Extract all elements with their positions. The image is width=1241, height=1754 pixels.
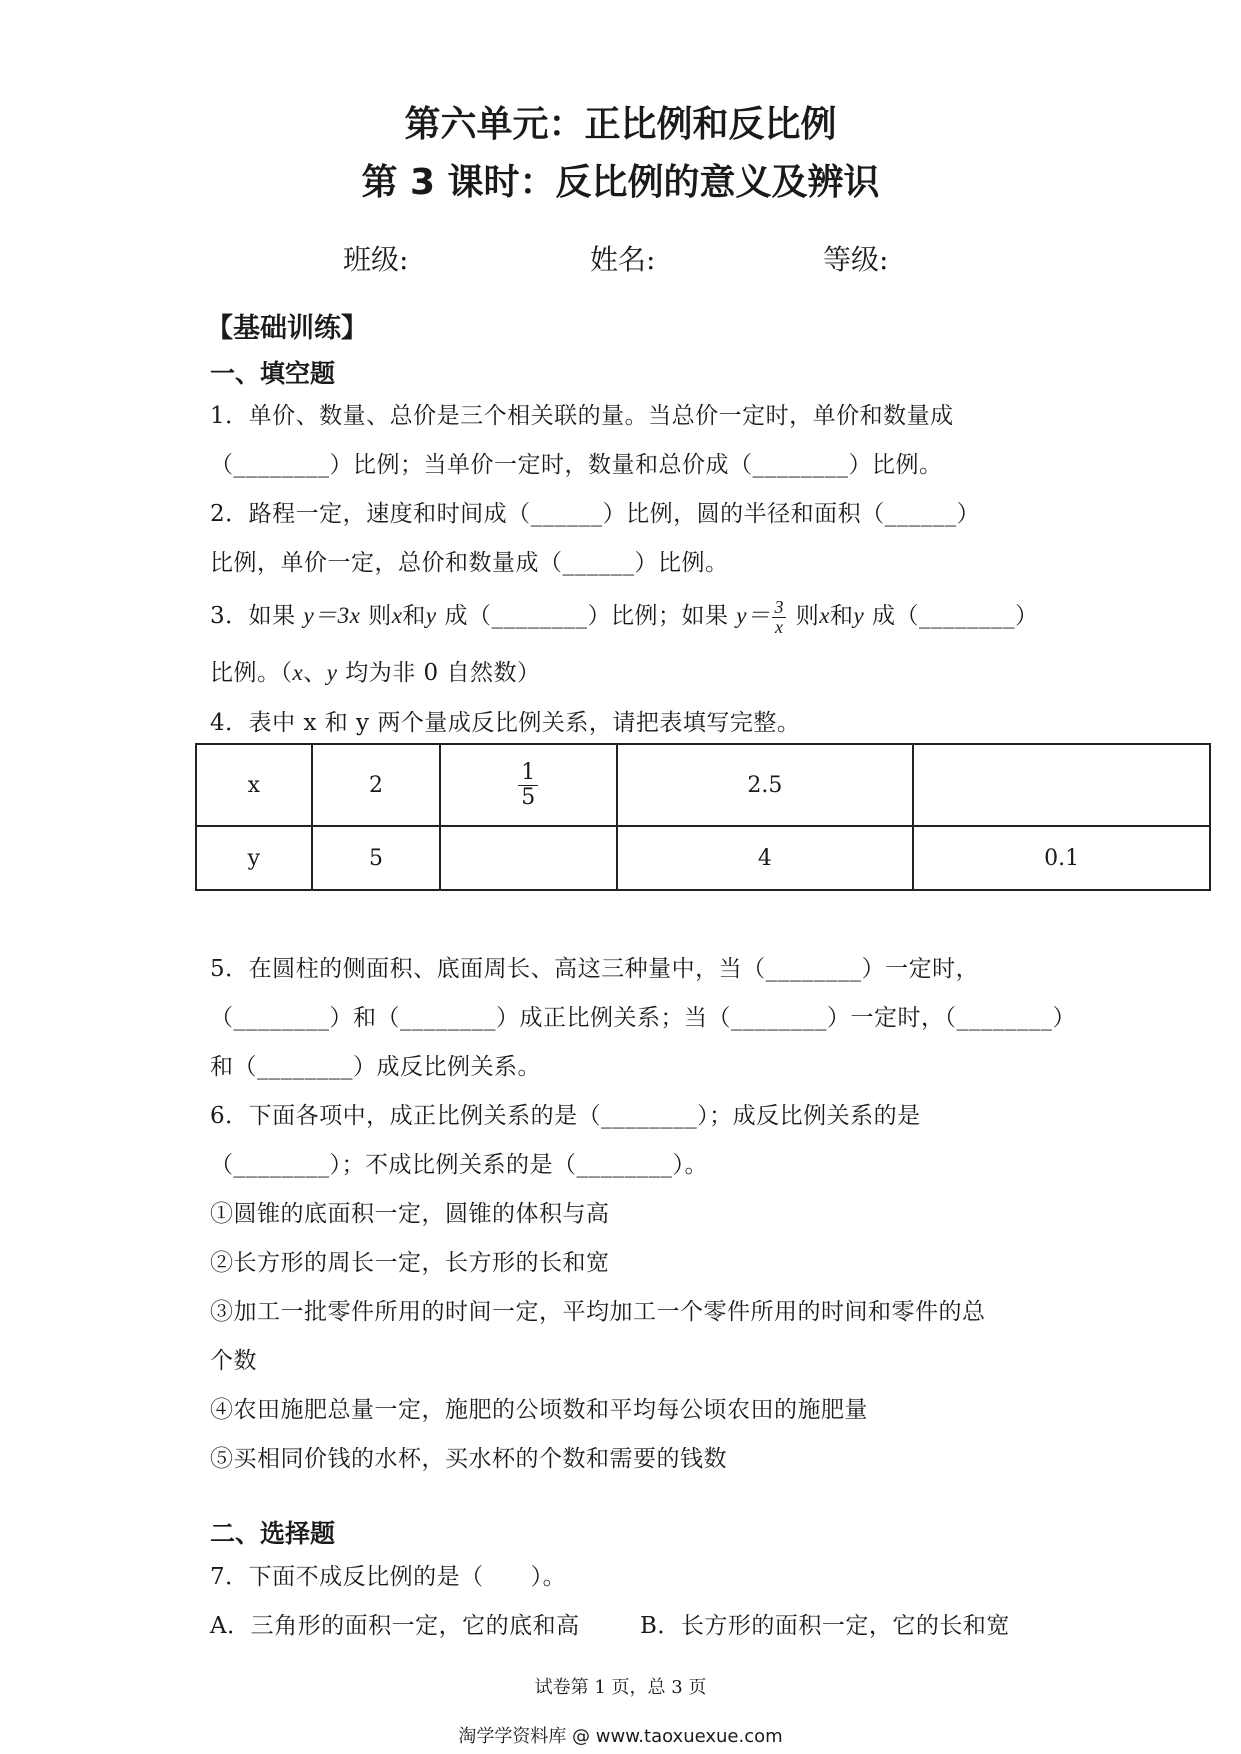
q3-equation-1: y＝3x: [303, 603, 361, 628]
q7-option-a[interactable]: A．三角形的面积一定，它的底和高: [210, 1613, 580, 1639]
q3-line2-sep: 、: [303, 660, 327, 686]
q3-var-x-2: x: [819, 603, 830, 628]
table-fraction: [518, 761, 538, 810]
table-cell-y-1: 5: [312, 826, 440, 890]
q6-option-1: ①圆锥的底面积一定，圆锥的体积与高: [210, 1201, 610, 1227]
q3-blank-2: 成（________）: [872, 603, 1039, 629]
q1-line2: （________）比例；当单价一定时，数量和总价成（________）比例。: [210, 452, 943, 478]
q6-option-2: ②长方形的周长一定，长方形的长和宽: [210, 1250, 610, 1276]
table-cell-x-4[interactable]: [913, 744, 1210, 826]
q7-option-b[interactable]: B．长方形的面积一定，它的长和宽: [640, 1613, 1010, 1639]
q3-fraction-numerator: 3: [774, 596, 784, 617]
q4-table: [195, 743, 1211, 891]
q3-line2-y: y: [326, 660, 338, 685]
q3-var-y-1: y: [425, 603, 437, 628]
q3-prefix: 3．如果: [210, 603, 296, 629]
q5-line3: 和（________）成反比例关系。: [210, 1054, 541, 1080]
q2-line2: 比例，单价一定，总价和数量成（______）比例。: [210, 550, 729, 576]
q5-line2: （________）和（________）成正比例关系；当（________）一定时，（________）: [210, 1005, 1076, 1031]
watermark: 淘学学资料库 @ www.taoxuexue.com: [458, 1726, 783, 1747]
q4-text: 4．表中 x 和 y 两个量成反比例关系，请把表填写完整。: [210, 710, 801, 736]
table-cell-x-1: 2: [312, 744, 440, 826]
q5-line1: 5．在圆柱的侧面积、底面周长、高这三种量中，当（________）一定时，: [210, 956, 980, 982]
q6-line1: 6．下面各项中，成正比例关系的是（________）；成反比例关系的是: [210, 1103, 921, 1129]
q6-option-3-line1: ③加工一批零件所用的时间一定，平均加工一个零件所用的时间和零件的总: [210, 1299, 986, 1325]
table-fraction-denominator: 5: [521, 785, 536, 810]
q3-line2: [210, 654, 541, 687]
table-cell-x-3: 2.5: [617, 744, 914, 826]
q1-line1: 1．单价、数量、总价是三个相关联的量。当总价一定时，单价和数量成: [210, 403, 954, 429]
q3-line2-x: x: [292, 660, 304, 685]
lesson-title: 第 3 课时：反比例的意义及辨识: [361, 162, 880, 203]
q3-var-y-2: y: [853, 603, 865, 628]
table-cell-y-3: 4: [617, 826, 914, 890]
q6-line2: （________）；不成比例关系的是（________）。: [210, 1152, 708, 1178]
q3-var-x-1: x: [391, 603, 403, 628]
q3-then-2: 则: [795, 603, 820, 629]
q3-then-1: 则: [368, 603, 392, 629]
name-label: 姓名:: [590, 243, 656, 276]
q6-option-4: ④农田施肥总量一定，施肥的公顷数和平均每公顷农田的施肥量: [210, 1397, 868, 1423]
q3-and-1: 和: [402, 603, 426, 629]
q6-option-3-line2: 个数: [210, 1348, 257, 1374]
q3-line2-a: 比例。（: [210, 660, 293, 686]
q3-line1: [210, 597, 1039, 636]
q3-equation-2-fraction: [772, 598, 786, 637]
q3-blank-1: 成（________）比例；如果: [444, 603, 729, 629]
q3-equation-2-lhs: y＝: [736, 603, 771, 628]
grade-label: 等级:: [823, 243, 889, 276]
class-label: 班级:: [343, 243, 409, 276]
page-footer: 试卷第 1 页，总 3 页: [534, 1677, 707, 1698]
section-basic-training: 【基础训练】: [206, 313, 368, 344]
section-fill-in-title: 一、填空题: [210, 359, 336, 388]
table-cell-y-4: 0.1: [913, 826, 1210, 890]
table-cell-x-label: x: [196, 744, 312, 826]
q3-and-2: 和: [830, 603, 854, 629]
table-cell-y-label: y: [196, 826, 312, 890]
q7-text: 7．下面不成反比例的是（ ）。: [210, 1564, 567, 1590]
unit-title: 第六单元：正比例和反比例: [404, 104, 837, 145]
table-row-x: [196, 744, 1210, 826]
q6-option-5: ⑤买相同价钱的水杯，买水杯的个数和需要的钱数: [210, 1446, 727, 1472]
q3-line2-b: 均为非 0 自然数）: [337, 660, 541, 686]
q3-fraction-denominator: x: [774, 616, 784, 637]
table-cell-x-2: [440, 744, 616, 826]
table-fraction-numerator: 1: [518, 761, 538, 786]
table-cell-y-2[interactable]: [440, 826, 616, 890]
section-choice-title: 二、选择题: [210, 1519, 336, 1548]
q2-line1: 2．路程一定，速度和时间成（______）比例，圆的半径和面积（______）: [210, 501, 981, 527]
table-row-y: [196, 826, 1210, 890]
